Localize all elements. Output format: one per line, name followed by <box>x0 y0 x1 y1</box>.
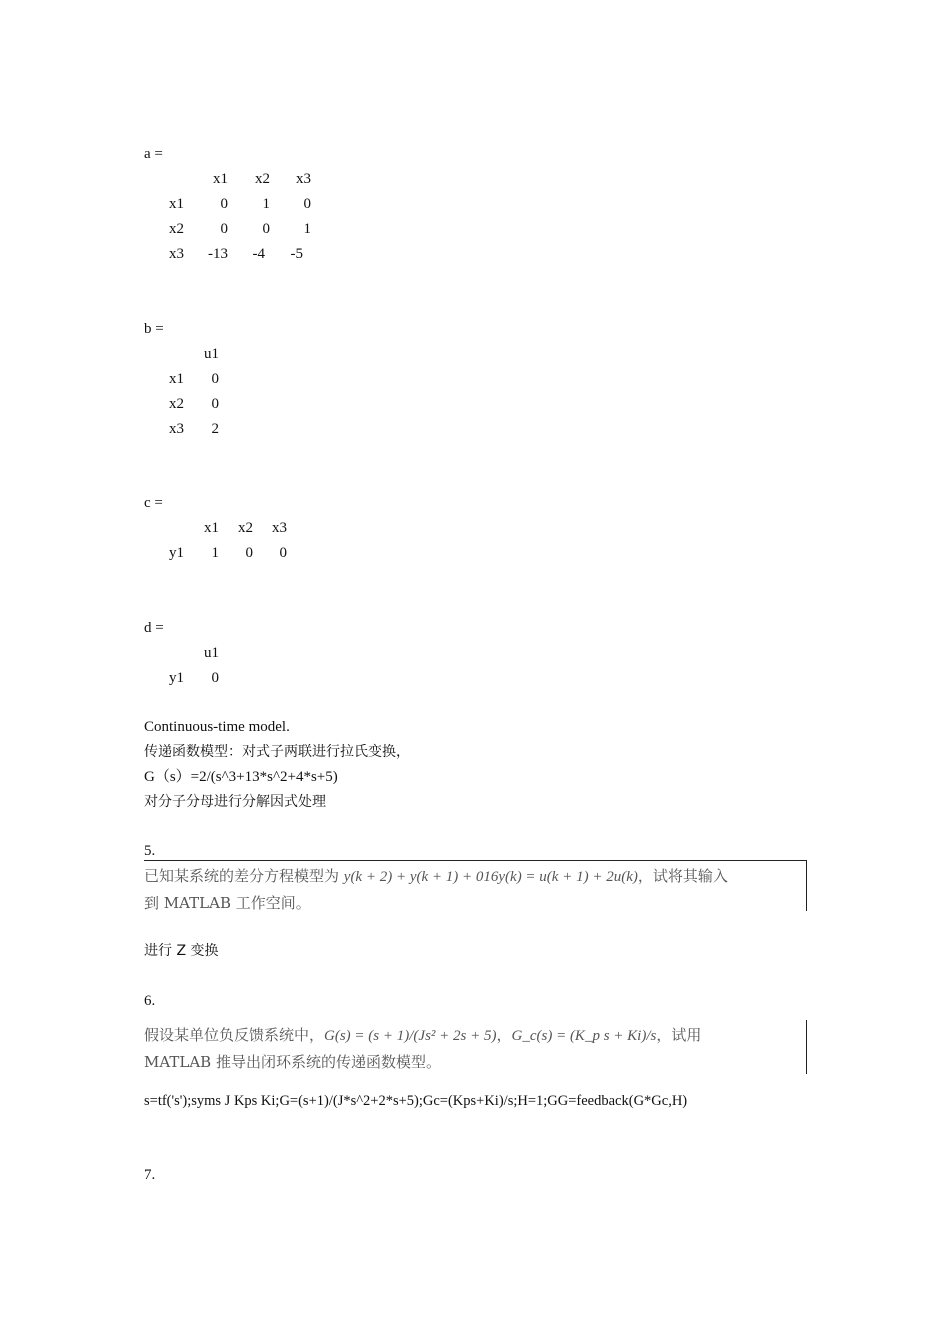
question-5-image <box>144 860 807 911</box>
matrix-b-row-name: x3 <box>169 421 184 437</box>
plant-transfer-function: G(s) = (s + 1)/(Js² + 2s + 5) <box>324 1028 497 1044</box>
matrix-c-cell: 1 <box>211 545 219 561</box>
matrix-a-row-name: x3 <box>169 246 184 262</box>
matrix-b-col-header: u1 <box>204 346 219 362</box>
question-5-line1-prefix: 已知某系统的差分方程模型为 <box>144 867 344 885</box>
question-6-number: 6. <box>144 993 156 1009</box>
matrix-a-col-header: x3 <box>296 171 311 187</box>
matrix-a-label: a = <box>144 146 163 162</box>
matrix-a-cell: 0 <box>262 221 270 237</box>
matrix-b-cell: 0 <box>211 396 219 412</box>
question-5-line1-suffix: ，试将其输入 <box>637 867 728 885</box>
matrix-a-row-name: x2 <box>169 221 184 237</box>
matrix-c-col-header: x1 <box>204 520 219 536</box>
continuous-time-text: Continuous-time model. <box>144 719 290 735</box>
matrix-a-cell: 1 <box>262 196 270 212</box>
tf-model-text: 传递函数模型：对式子两联进行拉氏变换， <box>144 744 410 760</box>
question-7-number: 7. <box>144 1167 156 1183</box>
matrix-a-cell: -4 <box>252 246 265 262</box>
matrix-c-row-name: y1 <box>169 545 184 561</box>
matrix-d-cell: 0 <box>211 670 219 686</box>
question-5-line2: 到 MATLAB 工作空间。 <box>144 894 311 912</box>
question-6-line2: MATLAB 推导出闭环系统的传递函数模型。 <box>144 1053 441 1071</box>
transfer-function-text: G（s）=2/(s^3+13*s^2+4*s+5) <box>144 769 338 785</box>
question-6-image <box>144 1020 807 1074</box>
matrix-c-label: c = <box>144 495 163 511</box>
matrix-c-col-header: x2 <box>238 520 253 536</box>
matrix-a-col-header: x1 <box>213 171 228 187</box>
matrix-c-cell: 0 <box>245 545 253 561</box>
matrix-a-cell: -13 <box>208 246 228 262</box>
matrix-a-col-header: x2 <box>255 171 270 187</box>
matrix-b-row-name: x2 <box>169 396 184 412</box>
matlab-code-line: s=tf('s');syms J Kps Ki;G=(s+1)/(J*s^2+2*s+5);Gc=(Kps+Ki)/s;H=1;GG=feedback(G*Gc,H) <box>144 1093 688 1109</box>
difference-equation: y(k + 2) + y(k + 1) + 016y(k) = u(k + 1) + 2u(k) <box>343 869 638 885</box>
question-5-number: 5. <box>144 843 156 859</box>
matrix-a-cell: 0 <box>303 196 311 212</box>
matrix-b-row-name: x1 <box>169 371 184 387</box>
question-6-line1-prefix: 假设某单位负反馈系统中， <box>144 1026 325 1044</box>
matrix-a-row-name: x1 <box>169 196 184 212</box>
z-transform-text: 进行 Z 变换 <box>144 943 219 959</box>
matrix-c-cell: 0 <box>279 545 287 561</box>
matrix-b-cell: 0 <box>211 371 219 387</box>
matrix-d-col-header: u1 <box>204 645 219 661</box>
matrix-d-label: d = <box>144 620 164 636</box>
matrix-a-cell: 0 <box>220 221 228 237</box>
matrix-b-cell: 2 <box>211 421 219 437</box>
factorization-text: 对分子分母进行分解因式处理 <box>144 794 326 810</box>
question-6-line1-suffix: ，试用 <box>656 1026 702 1044</box>
matrix-a-cell: -5 <box>290 246 303 262</box>
controller-transfer-function: G_c(s) = (K_p s + Ki)/s <box>511 1028 657 1044</box>
question-6-separator: ， <box>496 1026 512 1044</box>
matrix-a-cell: 1 <box>303 221 311 237</box>
matrix-b-label: b = <box>144 321 164 337</box>
matrix-d-row-name: y1 <box>169 670 184 686</box>
matrix-a-cell: 0 <box>220 196 228 212</box>
matrix-c-col-header: x3 <box>272 520 287 536</box>
